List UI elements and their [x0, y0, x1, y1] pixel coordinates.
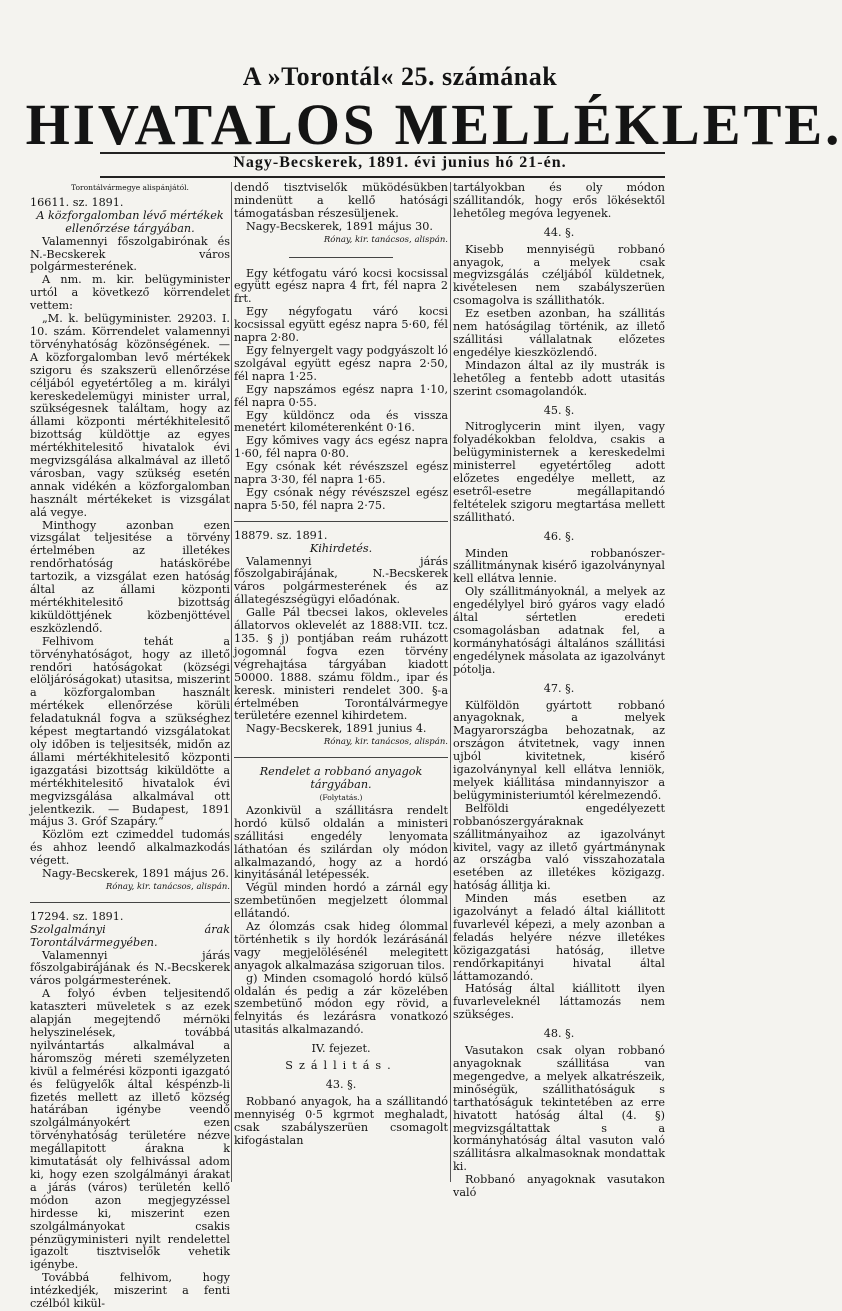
article-separator — [289, 257, 393, 258]
article-signature: Rónay, kir. tanácsos, alispán. — [105, 881, 230, 892]
article-separator — [30, 902, 230, 903]
article-paragraph: dendő tisztviselők müködésükben mindenütt a kellő hatósági támogatásban részesüljenek. — [234, 181, 448, 220]
price-item: Egy csónak négy révészszel egész napra 5·50, fél napra 2·75. — [234, 485, 448, 512]
column-3 — [453, 181, 665, 1200]
article-paragraph: Felhivom tehát a törvényhatóságot, hogy az illető rendőri hatóságokat (községi elöljáróságokat) utasitsa, miszerint a közforgalomban használt mértékek ellenőrzése körüli feladatuknál fogva a szükséghez képest megtartandó vizsgálatokat oly időben is teljesitsék, midőn az állami mértékhitelesitő központi igazgatási bizottság kiküldötte a mértékhitelesitő hivatalok évi megvizsgálása alkalmával ott jelentkezik. — Budapest, 1891 május 3. Gróf Szapáry.“ — [30, 634, 230, 829]
article-date: Nagy-Becskerek, 1891 május 30. — [246, 219, 433, 233]
price-list — [234, 268, 448, 513]
article-paragraph: Kisebb mennyiségü robbanó anyagok, a melyek csak megvizsgálás czéljából küldetnek, kivételesen nem szabályszerüen csomagolva is szállithatók. — [453, 242, 665, 308]
section-number: 45. §. — [543, 403, 575, 417]
article-paragraph: tartályokban és oly módon szállitandók, hogy erős lökésektől lehetőleg megóva legyenek. — [453, 181, 665, 220]
article-paragraph: Ez esetben azonban, ha szállitás nem hatóságilag történik, az illető szállitási vállalatnak előzetes engedélye kieszközlendő. — [453, 307, 665, 359]
article-signature: Rónay, kir. tanácsos, alispán. — [323, 234, 448, 245]
article-paragraph: Robbanó anyagok, ha a szállitandó mennyiség 0·5 kgrmot meghaladt, csak szabályszerüen csomagolt kifogástalan — [234, 1094, 448, 1147]
masthead-title: HIVATALOS MELLÉKLETE. — [25, 92, 842, 157]
article-paragraph: Az ólomzás csak hideg ólommal történhetik s ily hordók lezárásánál vagy megjelölésénél melegitett anyagok alkalmazása szigoruan tilos. — [234, 920, 448, 972]
article-paragraph: Külföldön gyártott robbanó anyagoknak, a melyek Magyarországba behozatnak, az országon átvitetnek, vagy innen ujból kivitetnek, kisérő igazolványnyal kell ellátva lenniök, melyek kiállitása mindannyiszor a belügyministeriumtól kérelmezendő. — [453, 698, 665, 802]
article-title-service-prices: Szolgalmányi árak Torontálvármegyében. — [30, 922, 230, 949]
column-divider-1 — [231, 182, 232, 1182]
continuation-note: (Folytatás.) — [319, 792, 363, 802]
article-date: Nagy-Becskerek, 1891 junius 4. — [246, 722, 427, 736]
article-paragraph: Oly szállitmányoknál, a melyek az engedélylyel biró gyáros vagy eladó által sértetlen eredeti csomagolásban adatnak fel, a kormányhatósági általános szállitási engedélynek másolata az igazolványt pótolja. — [453, 585, 665, 676]
article-paragraph: Valamennyi járás főszolgabirájának, N.-Becskerek város polgármesterének és az állategészségügyi előadónak. — [234, 554, 448, 607]
article-separator — [234, 521, 448, 522]
article-paragraph: Továbbá felhivom, hogy intézkedjék, miszerint a fenti czélból kikül- — [30, 1271, 230, 1311]
price-item: Egy felnyergelt vagy podgyászolt ló szolgával együtt egész napra 2·50, fél napra 1·25. — [234, 343, 449, 383]
article-paragraph: Minden más esetben az igazolványt a feladó által kiállitott fuvarlevél képezi, a mely azonban a feladás helyére nézve illetékes közigazgatási hatóság, illetve rendőrkapitányi hivatal által láttamozandó. — [453, 892, 665, 983]
price-item: Egy küldöncz oda és vissza menetért kilométerenként 0·16. — [234, 408, 448, 435]
price-item: Egy kétfogatu váró kocsi kocsissal együtt egész napra 4 frt, fél napra 2 frt. — [234, 266, 448, 306]
article-paragraph: Hatóság által kiállitott ilyen fuvarleveleknél láttamozás nem szükséges. — [453, 982, 665, 1022]
section-number: 44. §. — [543, 225, 575, 239]
article-paragraph: Közlöm ezt czimeddel tudomás és ahhoz leendő alkalmazkodás végett. — [30, 828, 230, 868]
article-paragraph: A folyó évben teljesitendő kataszteri müveletek s az ezek alapján megejtendő mérnöki helyszinelések, továbbá nyilvántartás alkalmával a háromszög méreti személyzeten kivül a felmérési központi igazgató és felügyelők által késpénzb-li fizetés mellett az illető község határában igénybe veendő szolgálmányokért ezen törvényhatóság területére nézve megállapitott árakna k kimutatását oly felhivással adom ki, hogy ezen szolgálmányi árakat a járás (város) területén kellő módon azon megjegyzéssel hirdesse ki, miszerint ezen szolgálmányokat csakis pénzügyministeri nyilt rendelettel igazolt tisztviselők vehetik igénybe. — [30, 987, 230, 1272]
article-paragraph: Nitroglycerin mint ilyen, vagy folyadékokban feloldva, csakis a belügyministernek a kereskedelmi ministerrel egyetértőleg adott előzetes engedélye mellett, az esetről-esetre megállapitandó feltételek szigoru megtartása mellett szállitható. — [453, 420, 665, 524]
section-number: 48. §. — [543, 1027, 575, 1041]
article-paragraph: Vasutakon csak olyan robbanó anyagoknak szállitása van megengedve, a melyek alkatrészeik, minőségük, szállithatóságuk s tarthatóságuk tekintetében az erre hivatott hatóság által (4. §) megvizsgáltattak s a kormányhatóság által vasuton való szállitásra alkalmasoknak mondattak ki. — [453, 1044, 665, 1174]
price-item: Egy négyfogatu váró kocsi kocsissal együtt egész napra 5·60, fél napra 2·80. — [234, 305, 448, 345]
header-rule-bottom — [100, 176, 665, 178]
article-paragraph: Minthogy azonban ezen vizsgálat teljesitése a törvény értelmében az illetékes rendőrhatóság hatáskörébe tartozik, a vizsgálat ezen hatóság által az állami központi mértékhitelesitő bizottság kiküldöttjének közbenjöttével eszközlendő. — [30, 518, 230, 635]
article-paragraph: Azonkivül a szállitásra rendelt hordó külső oldalán a ministeri szállitási engedély lenyomata láthatóan és szilárdan oly módon alkalmazandó, hogy az a hordó kinyitásánál letépessék. — [234, 803, 448, 882]
article-paragraph: Belföldi engedélyezett robbanószergyáraknak szállitmányaihoz az igazolványt kivitel, vagy az illető gyártmánynak az országba való visszahozatala esetében az illetékes közigazg. hatóság állitja ki. — [453, 801, 665, 893]
section-number: 46. §. — [543, 529, 575, 543]
article-ref-16611: 16611. sz. 1891. — [30, 195, 124, 209]
article-ref-17294: 17294. sz. 1891. — [30, 909, 124, 923]
article-paragraph: „M. k. belügyminister. 29203. I. 10. szám. Körrendelet valamennyi törvényhatóság közönségének. — A közforgalomban levő mértékek szigoru és szakszerü ellenőrzése céljából egyetértőleg a m. királyi kereskedelemügyi minister urral, szükségesnek találtam, hogy az állami központi mértékhitelesitő bizottság küldöttje az egyes mértékhitelesitő hivatalok évi megvizsgálása alkalmával az illető városban, vagy szükség esetén annak vidékén a közforgalomban használt mértékeket is vizsgálat alá vegye. — [30, 312, 230, 519]
column-2 — [234, 182, 448, 1182]
article-paragraph: g) Minden csomagoló hordó külső oldalán és pedig a zár közelében szembetünő módon egy rövid, a felnyitás és lezárásra vonatkozó utasitás alkalmazandó. — [234, 971, 448, 1037]
article-signature: Rónay, kir. tanácsos, alispán. — [323, 737, 448, 748]
article-paragraph: A nm. m. kir. belügyminister urtól a következő körrendelet vettem: — [30, 273, 230, 313]
chapter-heading: IV. fejezet. — [311, 1042, 371, 1056]
price-item: Egy napszámos egész napra 1·10, fél napra 0·55. — [234, 382, 448, 409]
section-number: 47. §. — [543, 681, 575, 695]
article-paragraph: Valamennyi járás főszolgabirájának és N.-Becskerek város polgármesterének. — [30, 948, 230, 988]
chapter-title: Szállitás. — [285, 1059, 397, 1073]
article-title-announcement: Kihirdetés. — [309, 541, 373, 555]
header-kicker: A »Torontál« 25. számának — [242, 62, 558, 91]
column-1 — [30, 182, 230, 1311]
article-paragraph: Minden robbanószer-szállitmánynak kisérő igazolványnyal kell ellátva lennie. — [453, 546, 665, 586]
article-date: Nagy-Becskerek, 1891 május 26. — [42, 867, 229, 881]
article-title-explosives: Rendelet a robbanó anyagok tárgyában. — [259, 765, 423, 792]
article-ref-18879: 18879. sz. 1891. — [234, 528, 328, 542]
price-item: Egy kőmives vagy ács egész napra 1·60, fél napra 0·80. — [234, 434, 448, 461]
article-paragraph: Mindazon által az ily mustrák is lehetőleg a fentebb adott utasitás szerint csomagolandók. — [453, 358, 665, 398]
dateline: Nagy-Becskerek, 1891. évi junius hó 21-én. — [233, 154, 567, 171]
article-separator — [234, 757, 448, 758]
article-title-measures: A közforgalomban lévő mértékek ellenőrzése tárgyában. — [36, 208, 224, 235]
article-paragraph: Galle Pál tbecsei lakos, okleveles állatorvos oklevelét az 1888:VII. tcz. 135. § j) pontjában reám ruházott jogomnál fogva ezen törvény végrehajtása tárgyában kiadott 50000. 1888. számu földm., ipar és keresk. ministeri rendelet 300. §-a értelmében Torontálvármegye területére ezennel kihirdetem. — [234, 606, 448, 723]
price-item: Egy csónak két révészszel egész napra 3·30, fél napra 1·65. — [234, 460, 448, 487]
column-divider-2 — [450, 182, 451, 1182]
issuing-office: Torontálvármegye alispánjától. — [71, 183, 189, 192]
article-paragraph: Valamennyi főszolgabirónak és N.-Becskerek város polgármesterének. — [30, 234, 230, 274]
article-paragraph: Végül minden hordó a zárnál egy szembetünően megjelzett ólommal ellátandó. — [234, 881, 448, 921]
section-number: 43. §. — [325, 1078, 357, 1091]
article-paragraph: Robbanó anyagoknak vasutakon való — [453, 1173, 665, 1200]
